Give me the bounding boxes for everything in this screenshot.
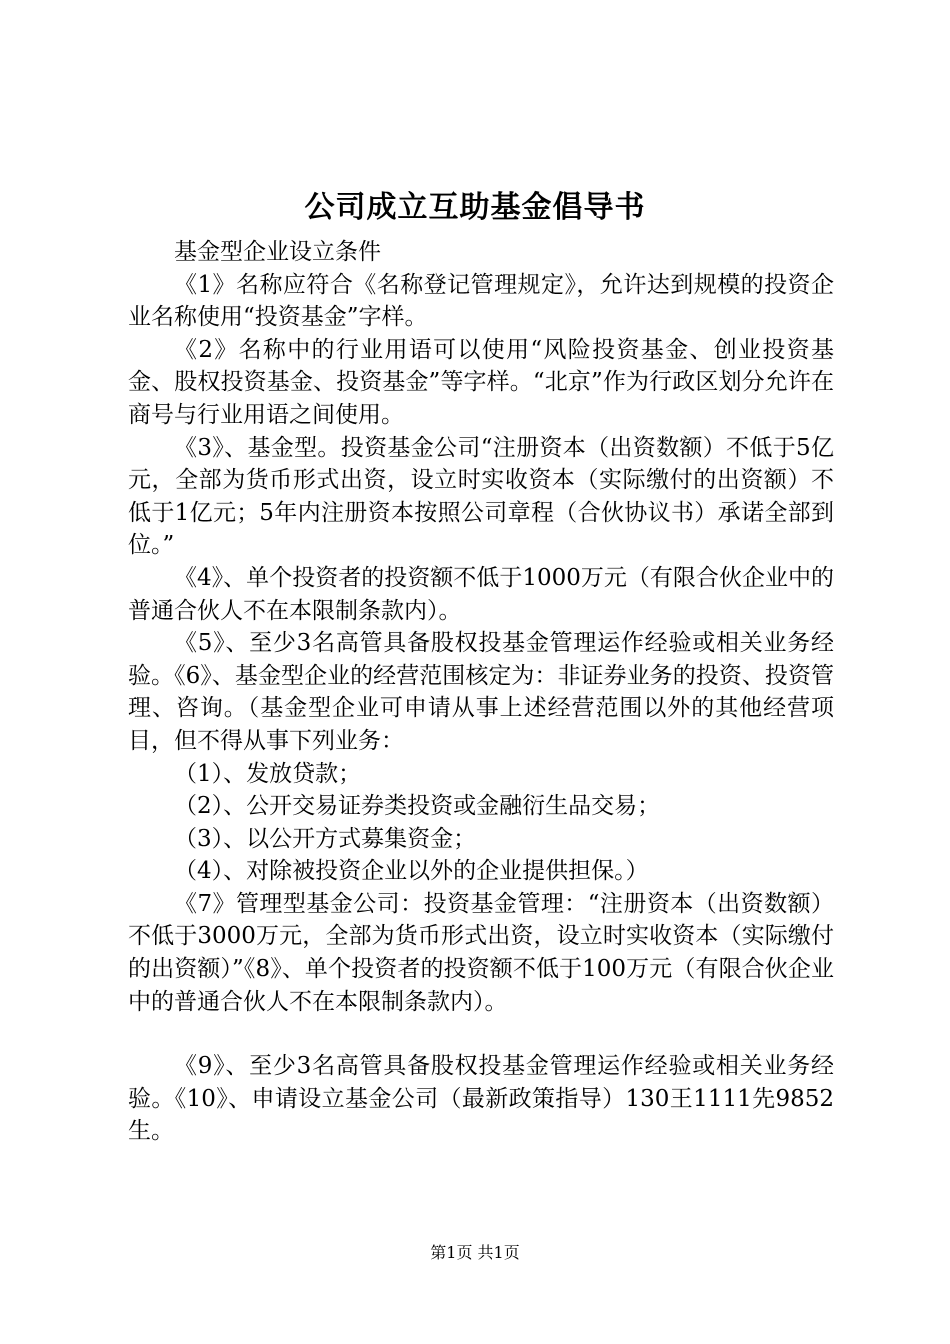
page-footer: 第1页 共1页 xyxy=(430,1243,520,1262)
paragraph-item-2: 《2》名称中的行业用语可以使用“风险投资基金、创业投资基金、股权投资基金、投资基金”等字样。“北京”作为行政区划分允许在商号与行业用语之间使用。 xyxy=(128,336,834,428)
document-body xyxy=(128,236,834,1148)
paragraph-item-5-6: 《5》、至少3名高管具备股权投基金管理运作经验或相关业务经验。《6》、基金型企业的经营范围核定为：非证券业务的投资、投资管理、咨询。（基金型企业可申请从事上述经营范围以外的其他经营项目，但不得从事下列业务： xyxy=(128,630,834,754)
list-item-loans: （1）、发放贷款； xyxy=(174,760,362,787)
paragraph-item-7-8: 《7》管理型基金公司：投资基金管理：“注册资本（出资数额）不低于3000万元，全部为货币形式出资，设立时实收资本（实际缴付的出资额）”《8》、单个投资者的投资额不低于100万元（有限合伙企业中的普通合伙人不在本限制条款内）。 xyxy=(128,890,834,1015)
paragraph-item-9-10: 《9》、至少3名高管具备股权投基金管理运作经验或相关业务经验。《10》、申请设立基金公司（最新政策指导）130王1111先9852生。 xyxy=(128,1053,834,1145)
list-item-securities: （2）、公开交易证券类投资或金融衍生品交易； xyxy=(174,793,661,820)
document-title: 公司成立互助基金倡导书 xyxy=(304,190,646,225)
paragraph-item-1: 《1》名称应符合《名称登记管理规定》，允许达到规模的投资企业名称使用“投资基金”字样。 xyxy=(128,271,834,331)
list-item-fundraising: （3）、以公开方式募集资金； xyxy=(174,825,477,852)
paragraph-item-4: 《4》、单个投资者的投资额不低于1000万元（有限合伙企业中的普通合伙人不在本限制条款内）。 xyxy=(128,564,834,624)
list-item-guarantee: （4）、对除被投资企业以外的企业提供担保。） xyxy=(174,858,649,885)
paragraph-item-3: 《3》、基金型。投资基金公司“注册资本（出资数额）不低于5亿元，全部为货币形式出资，设立时实收资本（实际缴付的出资额）不低于1亿元；5年内注册资本按照公司章程（合伙协议书）承诺全部到位。” xyxy=(128,434,834,559)
paragraph-heading: 基金型企业设立条件 xyxy=(174,239,381,265)
